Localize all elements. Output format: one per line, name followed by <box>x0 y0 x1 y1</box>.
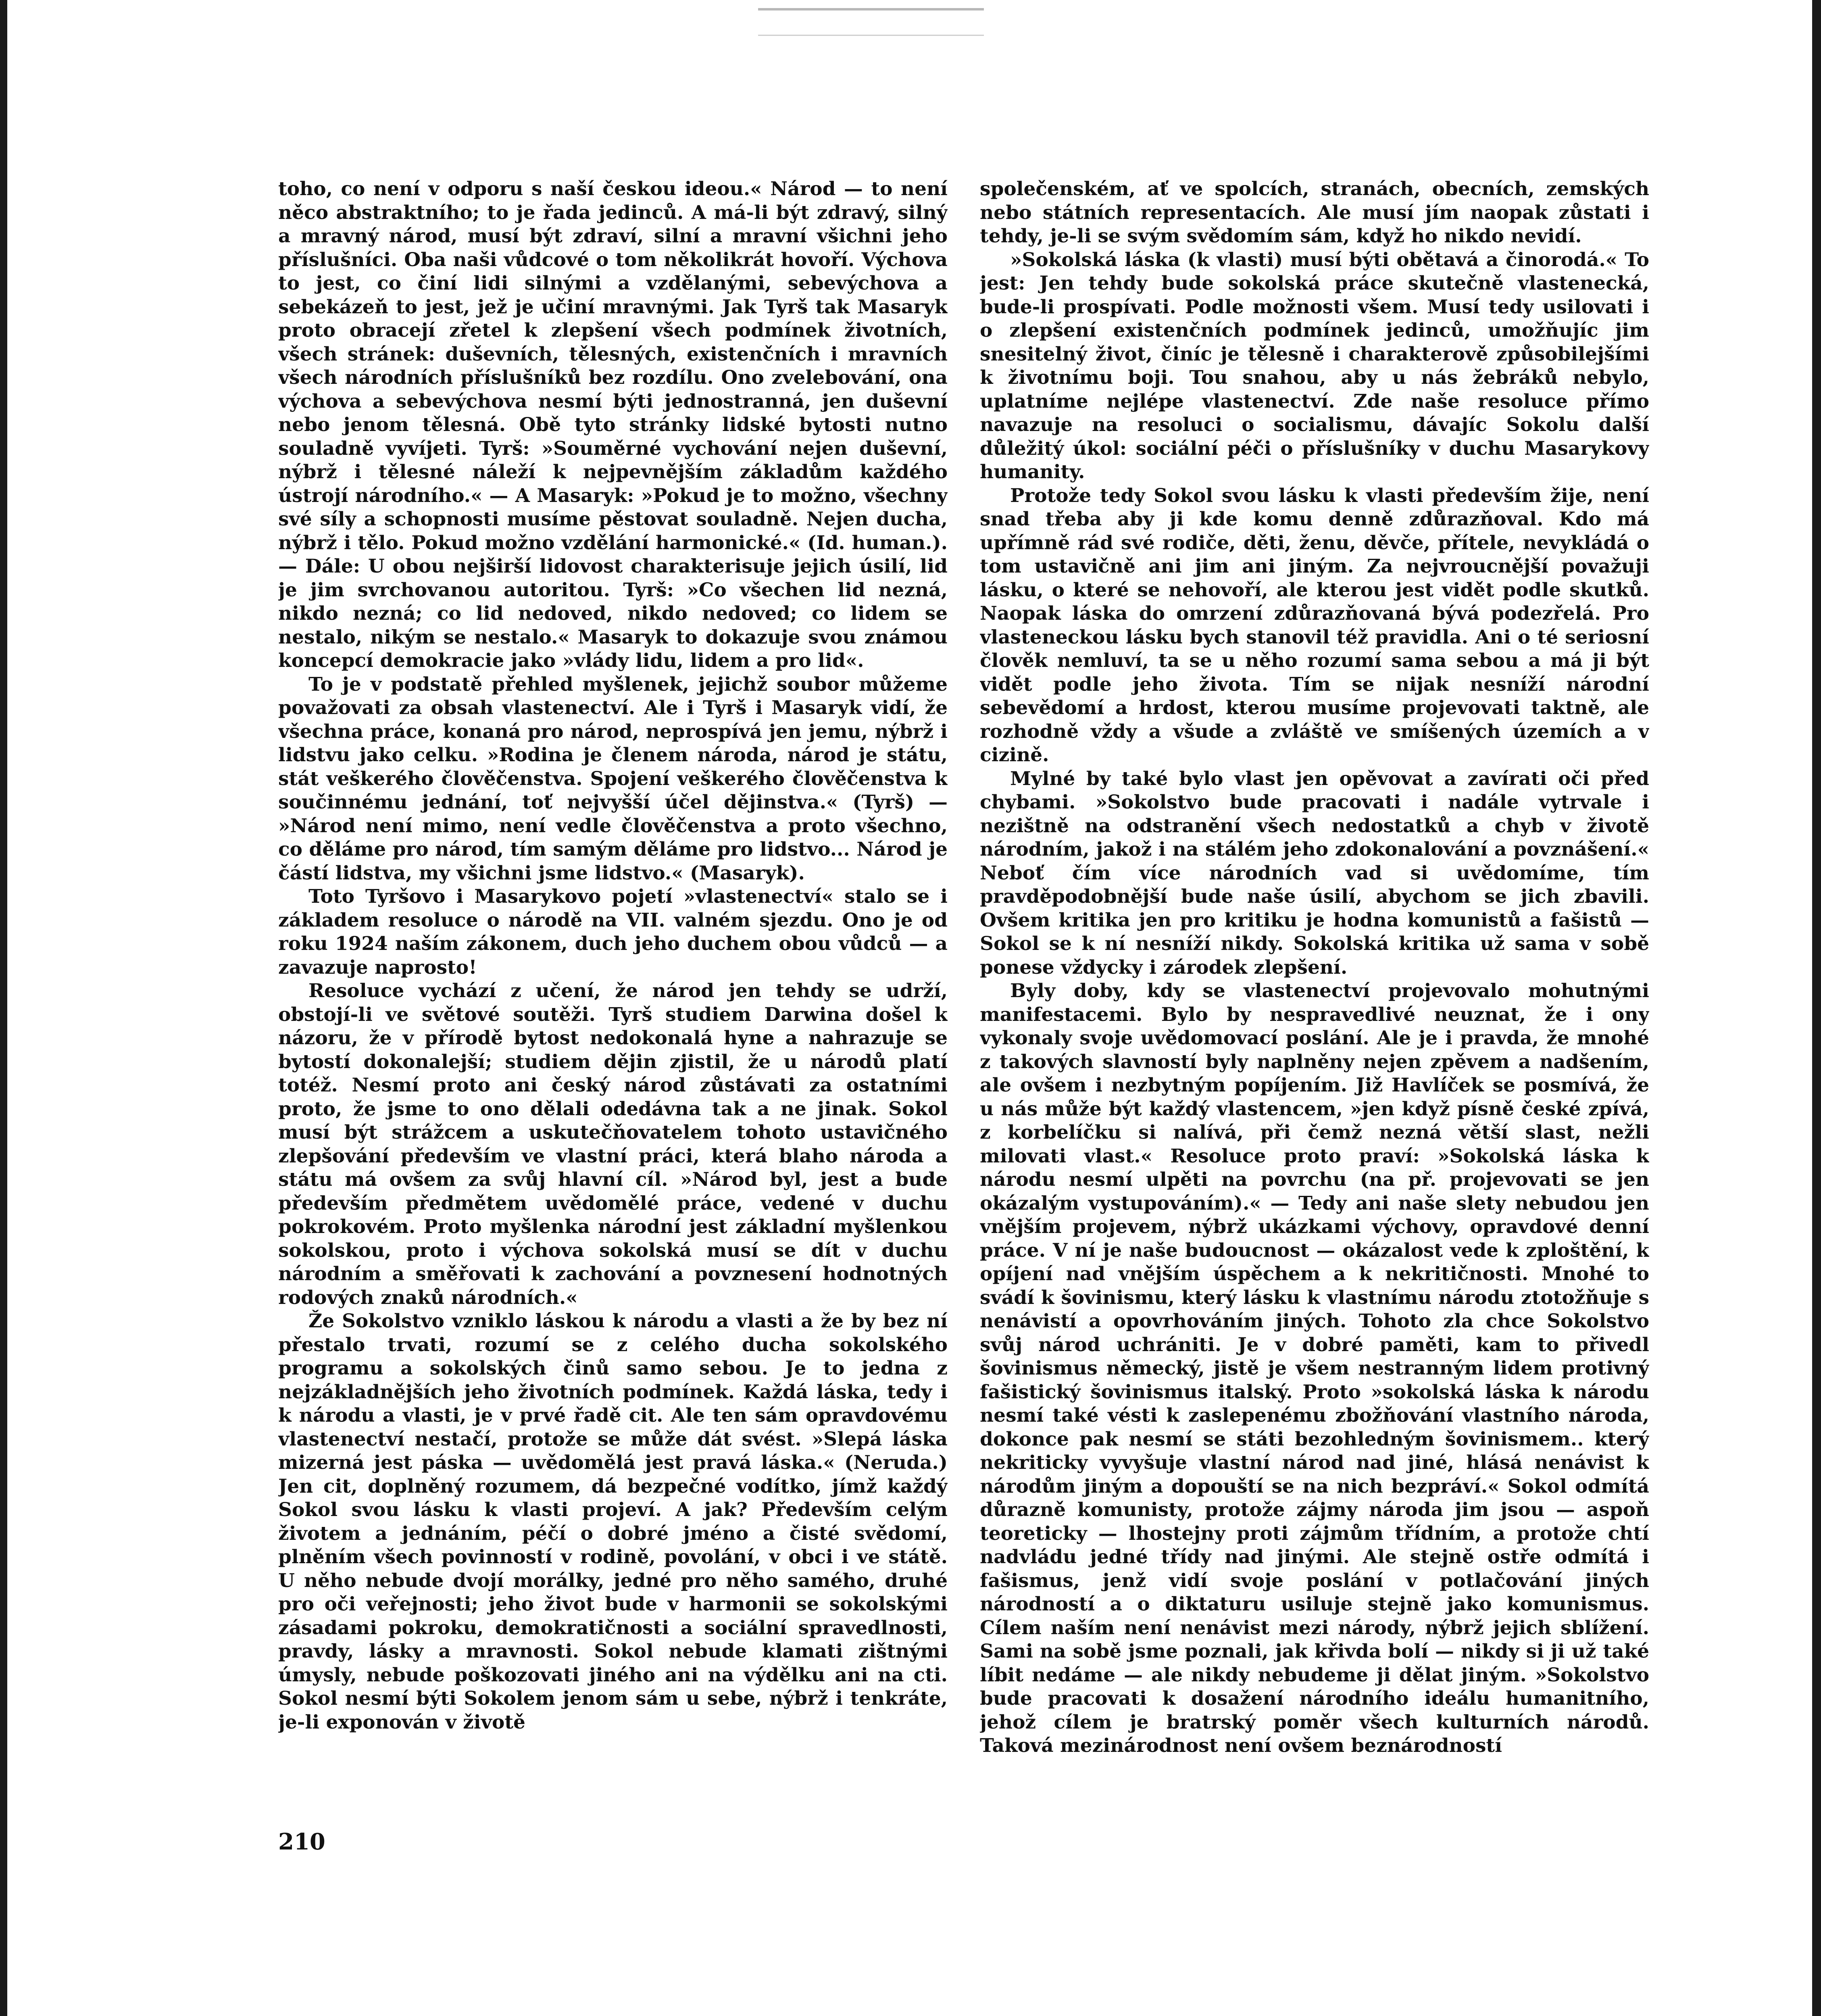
left-paragraph: To je v podstatě přehled myšlenek, jejichž soubor můžeme považovati za obsah vlastenectví. Ale i Tyrš i Masaryk vidí, že všechna práce, konaná pro národ, neprospívá jen jemu, nýbrž i lidstvu jako celku. »Rodina je členem národa, národ je státu, stát veškerého člověčenstva. Spojení veškerého člověčenstva k součinnému jednání, toť nejvyšší účel dějinstva.« (Tyrš) — »Národ není mimo, není vedle člověčenstva a proto všechno, co děláme pro národ, tím samým děláme pro lidstvo... Národ je částí lidstva, my všichni jsme lidstvo.« (Masaryk). <box>278 673 948 884</box>
scan-border-right <box>1812 0 1821 2016</box>
left-paragraph: Resoluce vychází z učení, že národ jen tehdy se udrží, obstojí-li ve světové soutěži. Tyrš studiem Darwina došel k názoru, že v přírodě bytost nedokonalá hyne a nahrazuje se bytostí dokonalejší; studiem dějin zjistil, že u národů platí totéž. Nesmí proto ani český národ zůstávati za ostatními proto, že jsme to ono dělali odedávna tak a ne jinak. Sokol musí být strážcem a uskutečňovatelem tohoto ustavičného zlepšování především ve vlastní práci, která blaho národa a státu má ovšem za svůj hlavní cíl. »Národ byl, jest a bude především předmětem uvědomělé práce, vedené v duchu pokrokovém. Proto myšlenka národní jest základní myšlenkou sokolskou, proto i výchova sokolská musí se dít v duchu národním a směřovati k zachování a povznesení hodnotných rodových znaků národních.« <box>278 980 948 1309</box>
left-paragraph: Že Sokolstvo vzniklo láskou k národu a vlasti a že by bez ní přestalo trvati, rozumí se z celého ducha sokolského programu a sokolských činů samo sebou. Je to jedna z nejzákladnějších jeho životních podmínek. Každá láska, tedy i k národu a vlasti, je v prvé řadě cit. Ale ten sám opravdovému vlastenectví nestačí, protože se může dát svést. »Slepá láska mizerná jest páska — uvědomělá jest pravá láska.« (Neruda.) Jen cit, doplněný rozumem, dá bezpečné vodítko, jímž každý Sokol svou lásku k vlasti projeví. A jak? Především celým životem a jednáním, péčí o dobré jméno a čisté svědomí, plněním všech povinností v rodině, povolání, v obci i ve státě. U něho nebude dvojí morálky, jedné pro něho samého, druhé pro oči veřejnosti; jeho život bude v harmonii se sokolskými zásadami pokroku, demokratičnosti a sociální spravedlnosti, pravdy, lásky a mravnosti. Sokol nebude klamati zištnými úmysly, nebude poškozovati jiného ani na výdělku ani na cti. Sokol nesmí býti Sokolem jenom sám u sebe, nýbrž i tenkráte, je-li exponován v životě <box>278 1310 948 1733</box>
right-paragraph: Byly doby, kdy se vlastenectví projevovalo mohutnými manifestacemi. Bylo by nespravedlivé neuznat, že i ony vykonaly svoje uvědomovací poslání. Ale je i pravda, že mnohé z takových slavností byly naplněny nejen zpěvem a nadšením, ale ovšem i nezbytným popíjením. Již Havlíček se posmívá, že u nás může být každý vlastencem, »jen když písně české zpívá, z korbelíčku si nalívá, při čemž nezná větší slast, nežli milovati vlast.« Resoluce proto praví: »Sokolská láska k národu nesmí ulpěti na povrchu (na př. projevovati se jen okázalým vystupováním).« — Tedy ani naše slety nebudou jen vnějším projevem, nýbrž ukázkami výchovy, opravdové denní práce. V ní je naše budoucnost — okázalost vede k zploštění, k opíjení nad vnějším úspěchem a k nekritičnosti. Mnohé to svádí k šovinismu, který lásku k vlastnímu národu ztotožňuje s nenávistí a opovrhováním jiných. Tohoto zla chce Sokolstvo svůj národ uchrániti. Je v dobré paměti, kam to přivedl šovinismus německý, jistě je všem nestranným lidem protivný fašistický šovinismus italský. Proto »sokolská láska k národu nesmí také vésti k zaslepenému zbožňování vlastního národa, dokonce pak nesmí se státi bezohledným šovinismem.. který nekriticky vyvyšuje vlastní národ nad jiné, hlásá nenávist k národům jiným a dopouští se na nich bezpráví.« Sokol odmítá důrazně komunisty, protože zájmy národa jim jsou — aspoň teoreticky — lhostejny proti zájmům třídním, a protože chtí nadvládu jedné třídy nad jinými. Ale stejně ostře odmítá i fašismus, jenž vidí svoje poslání v potlačování jiných národností a o diktaturu usiluje stejně jako komunismus. Cílem naším není nenávist mezi národy, nýbrž jejich sblížení. Sami na sobě jsme poznali, jak křivda bolí — nikdy si ji už také líbit nedáme — ale nikdy nebudeme ji dělat jiným. »Sokolstvo bude pracovati k dosažení národního ideálu humanitního, jehož cílem je bratrský poměr všech kulturních národů. Taková mezinárodnost není ovšem beznárodností <box>980 980 1649 1757</box>
right-paragraph: Mylné by také bylo vlast jen opěvovat a zavírati oči před chybami. »Sokolstvo bude pracovati i nadále vytrvale i nezištně na odstranění všech nedostatků a chyb v životě národním, jakož i na stálém jeho zdokonalování a povznášení.« Neboť čím více národních vad si uvědomíme, tím pravděpodobnější bude naše úsilí, abychom se jich zbavili. Ovšem kritika jen pro kritiku je hodna komunistů a fašistů — Sokol se k ní nesníží nikdy. Sokolská kritika už sama v sobě ponese vždycky i zárodek zlepšení. <box>980 767 1649 979</box>
right-paragraph: »Sokolská láska (k vlasti) musí býti obětavá a činorodá.« To jest: Jen tehdy bude sokolská práce skutečně vlastenecká, bude-li prospívati. Podle možnosti všem. Musí tedy usilovati i o zlepšení existenčních podmínek jedinců, umožňujíc jim snesitelný život, činíc je tělesně i charakterově způsobilejšími k životnímu boji. Tou snahou, aby u nás žebráků nebylo, uplatníme nejlépe vlastenectví. Zde naše resoluce přímo navazuje na resoluci o socialismu, dávajíc Sokolu další důležitý úkol: sociální péči o příslušníky v duchu Masarykovy humanity. <box>980 248 1649 483</box>
right-paragraph: Protože tedy Sokol svou lásku k vlasti především žije, není snad třeba aby ji kde komu denně zdůrazňoval. Kdo má upřímně rád své rodiče, děti, ženu, děvče, přítele, nevykládá o tom ustavičně ani jim ani jiným. Za nejvroucnější považuji lásku, o které se nehovoří, ale kterou jest vidět podle skutků. Naopak láska do omrzení zdůrazňovaná bývá podezřelá. Pro vlasteneckou lásku bych stanovil též pravidla. Ani o té seriosní člověk nemluví, ta se u něho rozumí sama sebou a má ji být vidět podle jeho života. Tím se nijak nesníží národní sebevědomí a hrdost, kterou musíme projevovati taktně, ale rozhodně vždy a všude a zvláště ve smíšených územích a v cizině. <box>980 484 1649 766</box>
left-column <box>278 177 948 2016</box>
scan-border-left <box>0 0 7 2016</box>
page-number: 210 <box>278 1829 325 1855</box>
scan-mark-top <box>758 8 984 36</box>
right-column <box>980 177 1649 2016</box>
left-paragraph: Toto Tyršovo i Masarykovo pojetí »vlastenectví« stalo se i základem resoluce o národě na VII. valném sjezdu. Ono je od roku 1924 naším zákonem, duch jeho duchem obou vůdců — a zavazuje naprosto! <box>278 885 948 979</box>
right-paragraph: společenském, ať ve spolcích, stranách, obecních, zemských nebo státních representacích. Ale musí jím naopak zůstati i tehdy, je-li se svým svědomím sám, když ho nikdo nevidí. <box>980 178 1649 247</box>
left-paragraph: toho, co není v odporu s naší českou ideou.« Národ — to není něco abstraktního; to je řada jedinců. A má-li být zdravý, silný a mravný národ, musí být zdraví, silní a mravní všichni jeho příslušníci. Oba naši vůdcové o tom několikrát hovoří. Výchova to jest, co činí lidi silnými a vzdělanými, sebevýchova a sebekázeň to jest, jež je učiní mravnými. Jak Tyrš tak Masaryk proto obracejí zřetel k zlepšení všech podmínek životních, všech stránek: duševních, tělesných, existenčních i mravních všech národních příslušníků bez rozdílu. Ono zvelebování, ona výchova a sebevýchova nesmí býti jednostranná, jen duševní nebo jenom tělesná. Obě tyto stránky lidské bytosti nutno souladně vyvíjeti. Tyrš: »Souměrné vychování nejen duševní, nýbrž i tělesné náleží k nejpevnějším základům každého ústrojí národního.« — A Masaryk: »Pokud je to možno, všechny své síly a schopnosti musíme pěstovat souladně. Nejen ducha, nýbrž i tělo. Pokud možno vzdělání harmonické.« (Id. human.). — Dále: U obou nejširší lidovost charakterisuje jejich úsilí, lid je jim svrchovanou autoritou. Tyrš: »Co všechen lid nezná, nikdo nezná; co lid nedoved, nikdo nedoved; co lidem se nestalo, nikým se nestalo.« Masaryk to dokazuje svou známou koncepcí demokracie jako »vlády lidu, lidem a pro lid«. <box>278 178 948 672</box>
